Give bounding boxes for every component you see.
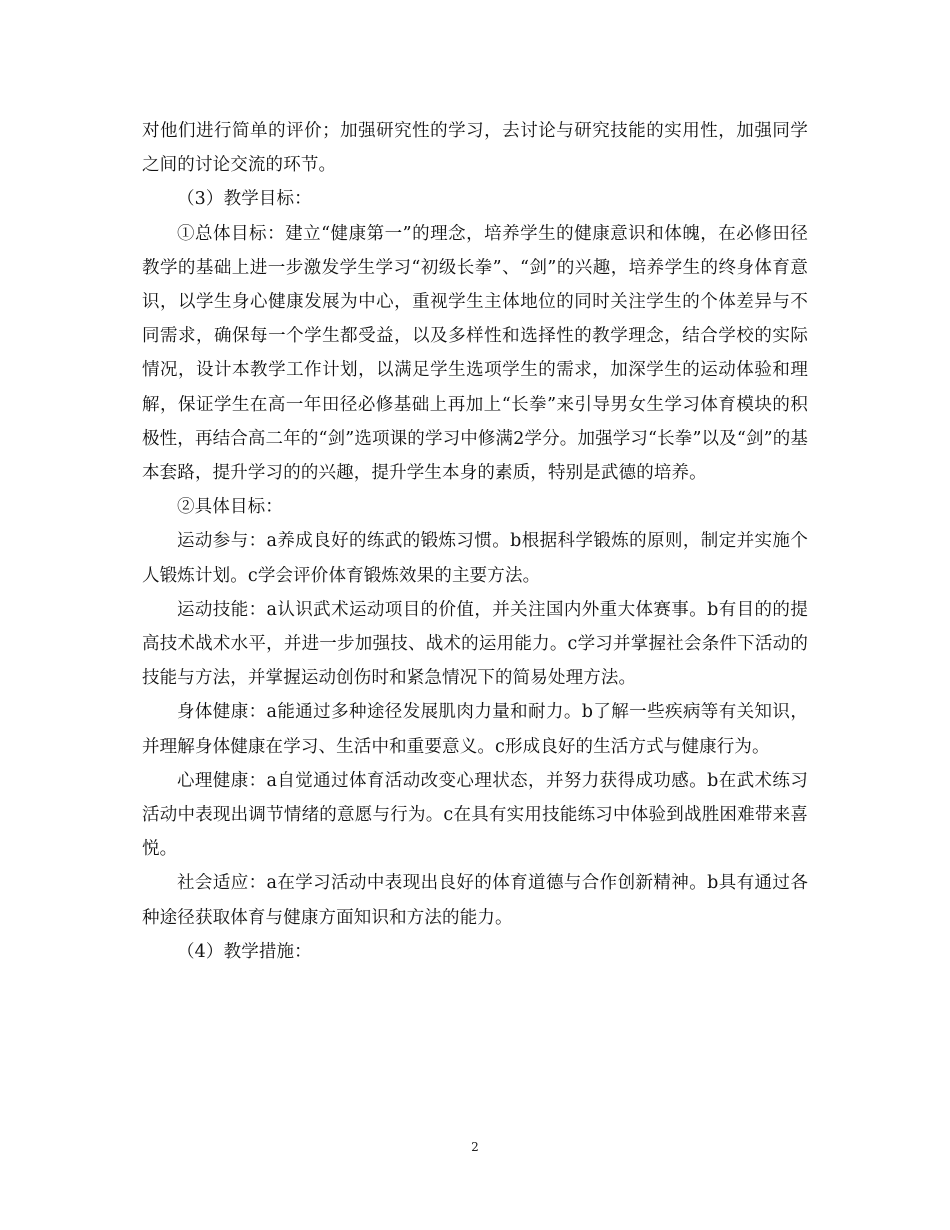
paragraph-evaluation-continuation: 对他们进行简单的评价；加强研究性的学习，去讨论与研究技能的实用性，加强同学之间的讨论交流的环节。 [142, 121, 808, 176]
page-number: 2 [471, 1140, 479, 1154]
heading-specific-goals: ②具体目标： [177, 497, 283, 518]
document-body [142, 114, 808, 969]
paragraph-social-adaptation: 社会适应：a在学习活动中表现出良好的体育道德与合作创新精神。b具有通过各种途径获取体育与健康方面知识和方法的能力。 [142, 873, 808, 928]
paragraph-sports-skills: 运动技能：a认识武术运动项目的价值，并关注国内外重大体赛事。b有目的的提高技术战术水平，并进一步加强技、战术的运用能力。c学习并掌握社会条件下活动的技能与方法，并掌握运动创伤时和紧急情况下的简易处理方法。 [142, 599, 808, 689]
paragraph-sports-participation: 运动参与：a养成良好的练武的锻炼习惯。b根据科学锻炼的原则，制定并实施个人锻炼计划。c学会评价体育锻炼效果的主要方法。 [142, 531, 808, 586]
heading-teaching-goals: （3）教学目标： [177, 189, 312, 210]
paragraph-overall-goal: ①总体目标：建立“健康第一”的理念，培养学生的健康意识和体魄，在必修田径教学的基础上进一步激发学生学习“初级长拳”、“剑”的兴趣，培养学生的终身体育意识，以学生身心健康发展为中心，重视学生主体地位的同时关注学生的个体差异与不同需求，确保每一个学生都受益，以及多样性和选择性的教学理念，结合学校的实际情况，设计本教学工作计划，以满足学生选项学生的需求，加深学生的运动体验和理解，保证学生在高一年田径必修基础上再加上“长拳”来引导男女生学习体育模块的积极性，再结合高二年的“剑”选项课的学习中修满2学分。加强学习“长拳”以及“剑”的基本套路，提升学习的的兴趣，提升学生本身的素质，特别是武德的培养。 [142, 223, 808, 484]
paragraph-physical-health: 身体健康：a能通过多种途径发展肌肉力量和耐力。b了解一些疾病等有关知识，并理解身体健康在学习、生活中和重要意义。c形成良好的生活方式与健康行为。 [142, 702, 808, 757]
paragraph-mental-health: 心理健康：a自觉通过体育活动改变心理状态，并努力获得成功感。b在武术练习活动中表现出调节情绪的意愿与行为。c在具有实用技能练习中体验到战胜困难带来喜悦。 [142, 770, 808, 860]
heading-teaching-measures: （4）教学措施： [177, 941, 312, 962]
